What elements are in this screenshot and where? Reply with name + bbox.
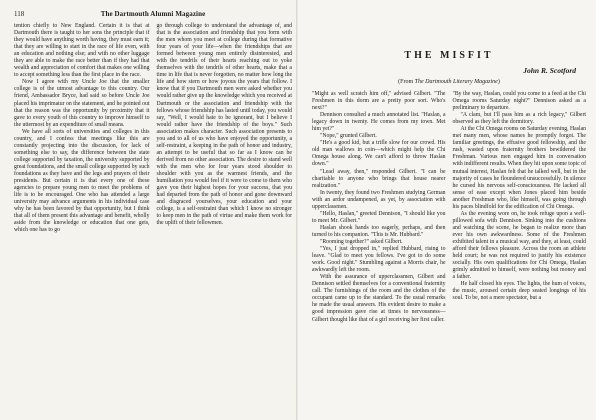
running-head-left bbox=[14, 10, 292, 18]
paragraph: Haslan shook hands too eagerly, perhaps, and then turned to his companion. "This is Mr. Hubbard." bbox=[312, 224, 446, 238]
source-name: The Dartmouth Literary Magazine bbox=[414, 79, 498, 85]
left-page-columns bbox=[14, 23, 292, 234]
right-page-columns bbox=[312, 91, 586, 324]
paragraph: "Nope," grunted Gilbert. bbox=[320, 133, 377, 140]
paragraph: He half closed his eyes. The lights, the hum of voices, the music, aroused certain deep seated longings of his soul. To be, not a mere spectator, but a bbox=[452, 281, 586, 302]
paragraph: We have all sorts of universities and colleges in this country, and I confess that meetings like this are constantly projecting into the discussion, for lack of something else to say, the difference between the state college supported by taxation, the university supported by great foundations, and the small college supported by such foundations as they have and the legs and prayers of their presidents. But certain it is that every one of these agencies to prepare young men to meet the problems of life is to be encouraged. One who has attended a large university may advance arguments in his individual case why he has been favored by that opportunity, but I think that all of them present this advantage and benefit, wholly aside from the knowledge or education that one gets, which one has to go bbox=[14, 128, 150, 234]
right-page-top-space bbox=[312, 10, 586, 50]
journal-title: The Dartmouth Alumni Magazine bbox=[100, 10, 206, 18]
right-column-2 bbox=[453, 91, 587, 324]
paragraph: "Might as well scratch him off," advised Gilbert. "The Freshmen in this dorm are a pretty poor sort. Who's next?" bbox=[312, 91, 446, 112]
paragraph: go through college to understand the advantage of, and that is the association and friendship that you form with the men whom you meet at college during that formative four years of your life—when the friendships that are formed between young men entirely disinterested, and with the tendrils of their hearts reaching out to yoke themselves with the tendrils of other hearts, make that a time in life that is never forgotten, no matter how long the life and how stern or how joyous the years that follow. I know that if you Dartmouth men were asked whether you would rather give up the knowledge which you received at Dartmouth or the association and friendship with the fellows whose friendship has lasted until today, you would say, "Well, I would hate to be ignorant, but I believe I would rather have the friendship of the boys." Such association makes character. Such association presents to you and to all of us who have enjoyed the opportunity, a self-restraint, a keeping in the path of honor and industry, an attempt to be useful that so far as I know can be derived from no other association. The desire to stand well with the men who for four years stood shoulder to shoulder with you as the warmest friends, and the humiliation you would feel if it were to come to them who gave you their highest hopes for your success, that you had departed from the path of honor and gone downward and disgraced yourselves, your education and your college, is a self-restraint than which I know no stronger to keep men in the path of virtue and make them work for the uplift of their fellowmen. bbox=[156, 23, 292, 227]
paragraph: "Rooming together?" asked Gilbert. bbox=[320, 238, 403, 245]
paragraph: With the assurance of upperclassmen, Gilbert and Dennison settled themselves for a conventional fraternity call. The furnishings of the room and the clothes of the occupant came up to the standard. To the usual remarks he made the usual answers. His evident desire to make a good impression gave rise at times to nervousness—Gilbert thought like that of a girl receiving her first caller. bbox=[312, 274, 446, 323]
right-column-1 bbox=[312, 91, 446, 324]
article-title: THE MISFIT bbox=[404, 50, 494, 61]
source-suffix: ) bbox=[497, 79, 500, 85]
paragraph: At the Chi Omega rooms on Saturday evening, Haslan met many men, whose names he promptly forgot. The familiar greetings, the effusive good fellowship, and the rush, wasted upon fraternity brothers bewildered the Freshman. Various men engaged him in conversation with indifferent results. When they hit upon some topic of mutual interest, Haslan felt that he talked well, but in the majority of cases he floundered unsuccessfully. In silence he cursed his nervous self-consciousness. He lacked all sense of ease except when Jones placed him beside another Freshman who, like himself, was going through his paces blindfold for the edification of Chi Omega. bbox=[452, 126, 586, 210]
paragraph: "A clam, but I'll pass him as a rich legacy," Gilbert observed as they left the dormitory. bbox=[452, 112, 586, 126]
source-prefix: (From bbox=[398, 79, 415, 85]
paragraph: "He's a good kid, but a trifle slow for our crowd. His old man wallows in coin—which might help the Chi Omega house along. We can't afford to throw Haslan down." bbox=[312, 140, 446, 168]
paragraph: "Hello, Haslan," greeted Dennison, "I should like you to meet Mr. Gilbert." bbox=[312, 210, 446, 224]
page-number: 118 bbox=[14, 10, 25, 18]
left-column-1 bbox=[14, 23, 150, 234]
paragraph: "Lead away, then," responded Gilbert. "I can be charitable to anyone who brings that house nearer realization." bbox=[312, 168, 446, 189]
paragraph: As the evening wore on, he took refuge upon a well-pillowed sofa with Dennison. Sinking into the cushions and watching the scene, he began to realize more than ever his own awkwardness. Some of the Freshmen exhibited talent in a musical way, and they, at least, could afford their fellows pleasure. Across the room an athlete held court; he was not required to justify his existence socially. His own qualifications for Chi Omega, Haslan grimly admitted to himself, were nothing but money and a father. bbox=[452, 210, 586, 281]
paragraph: tention chiefly to New England. Certain it is that at Dartmouth there is taught to her sons the principle that if they would have anything worth having, they must earn it; that they are willing to start in the race of life even, with an education and nothing else; and with no other luggage they are able to make the race better than if they had that wealth and appreciation of comfort that makes one willing to accept something less than the first place in the race. bbox=[14, 23, 150, 79]
byline: John R. Scotford bbox=[523, 66, 576, 75]
left-column-2 bbox=[157, 23, 293, 234]
paragraph: Now I agree with my Uncle Joe that the smaller college is of the utmost advantage to this country. Our friend, Ambassador Bryce, had said so before Uncle Joe placed his imprimatur on the statement, and he pointed out that the reason was the opportunity by proximity that it gave to every youth of this country to improve himself to the uttermost by an expenditure of small means. bbox=[14, 79, 150, 128]
paragraph: In twenty, they found two Freshmen studying German with an ardor undampened, as yet, by association with upperclassmen. bbox=[312, 189, 446, 210]
paragraph: Dennison consulted a much annotated list. "Haslan, a legacy down in twenty. He comes from my town. Met him yet?" bbox=[312, 112, 446, 133]
source-note bbox=[312, 79, 586, 85]
paragraph: "By the way, Haslan, could you come to a feed at the Chi Omega rooms Saturday night?" Dennison asked as a preliminary to departure. bbox=[452, 91, 586, 112]
right-page bbox=[298, 0, 596, 420]
paragraph: "Yes, I just dropped in," replied Hubbard, rising to leave. "Glad to meet you fellows. I've got to do some work. Good night." Stumbling against a Morris chair, he awkwardly left the room. bbox=[312, 246, 446, 274]
